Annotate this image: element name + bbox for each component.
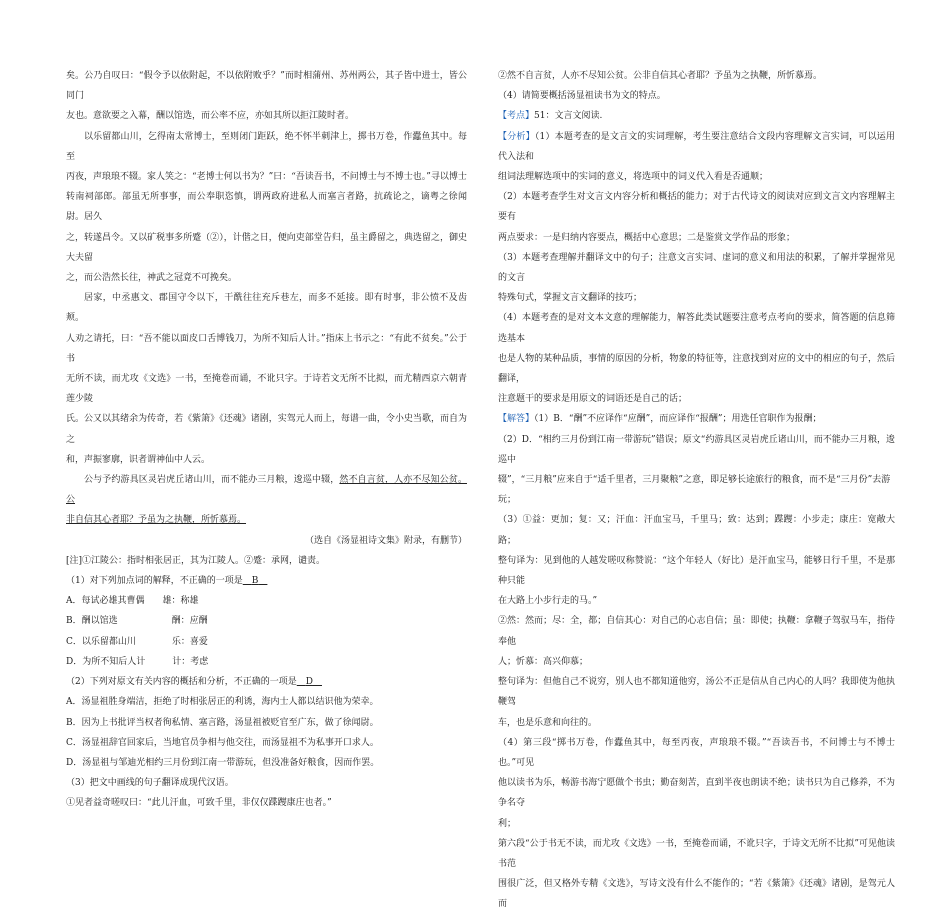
- text-line: 之，而公浩然长往，神武之冠竟不可挽矣。: [66, 273, 238, 284]
- text-line: 丙夜，声琅琅不辍。家人笑之：“老博士何以书为？”曰：“吾读吾书，不问博士与不博士也。”寻以博士: [66, 172, 467, 183]
- question-1: （1）对下列加点词的解释，不正确的一项是 B: [66, 571, 467, 591]
- analysis-line: （3）本题考查理解并翻译文中的句子；注意文言实词、虚词的意义和用法的积累，了解并掌握常见的文言: [498, 252, 895, 284]
- option: C．汤显祖辞官回家后，当地官员争相与他交往，而汤显祖不为私事开口求人。: [66, 737, 379, 748]
- answer-line: 围很广泛，但又格外专精《文选》，写诗文没有什么不能作的；“若《紫箫》《还魂》诸剧，是驾元人而: [498, 879, 895, 910]
- answer-line: （2）D．“相约三月份到江南一带游玩”错误；原文“约游具区灵岩虎丘诸山川，而不能办三月粮，逡巡中: [498, 434, 895, 465]
- analysis-line: 两点要求：一是归纳内容要点，概括中心意思；二是鉴赏文学作品的形象；: [498, 232, 796, 243]
- fenxi-tag: 【分析】: [498, 131, 535, 142]
- analysis-line: 注意题干的要求是用原文的词语还是自己的话；: [498, 394, 688, 405]
- right-column: [498, 66, 895, 915]
- kaodian-tag: 【考点】: [498, 111, 535, 122]
- text-line: 转南祠部郎。部虽无所事事，而公奉职恣慎，谓两政府进私人而塞言者路，抗疏论之，谪粤之徐闻尉。居久: [66, 192, 467, 223]
- answer-line: ②然：然而；尽：全，都；自信其心：对自己的心志自信；虽：即使；执鞭：拿鞭子驾驭马车，指侍奉他: [498, 616, 895, 647]
- analysis-line: （4）本题考查的是对文本文意的理解能力，解答此类试题要注意考点考向的要求，简答题的信息筛选基本: [498, 313, 895, 344]
- translation-item: ①见者益奇嗟叹曰：“此儿汗血，可致千里，非仅仅蹀躞康庄也者。”: [66, 798, 332, 809]
- option: D．汤显祖与邹迪光相约三月份到江南一带游玩，但没准备好粮食，因而作罢。: [66, 757, 380, 768]
- text-line: [66, 510, 467, 530]
- text-line: 和，声振寥廓，识者谓神仙中人云。: [66, 454, 211, 465]
- text-line: 以乐留都山川，乞得南太常博士，至则闭门距跃，绝不怀半刺津上，掷书万卷，作蠹鱼其中。每至: [66, 131, 467, 162]
- answer-line: 利；: [498, 818, 517, 829]
- text-line: 居家，中丞惠文、郡国守令以下，干酰往往充斥巷左，而多不延接。即有时事，非公愤不及齿颊。: [66, 293, 467, 324]
- answer-line: 第六段“公于书无不读，而尤攻《文选》一书，至掩卷而诵，不讹只字，于诗文无所不比拟”可见他读书范: [498, 838, 895, 869]
- analysis-line: 也是人物的某种品质，事情的原因的分析，物象的特征等，注意找到对应的文中的相应的句子，然后翻译，: [498, 353, 895, 385]
- option: B．酬以馆选 酬：应酬: [66, 616, 208, 627]
- answer-blank: D: [305, 677, 313, 688]
- answer-line: 在大路上小步行走的马。”: [498, 596, 598, 607]
- footnote: [注]①江陵公：指时相张居正，其为江陵人。②蹙：承网，谴责。: [66, 555, 326, 566]
- answer-line: 【解答】（1）B．“酬”不应译作“应酬”，而应译作“报酬”；用选任官职作为报酬；: [498, 414, 822, 425]
- answer-line: 整句译为：见到他的人越发嗟叹称赞说：“这个年轻人（好比）是汗血宝马，能够日行千里，不是那种只能: [498, 555, 895, 587]
- answer-line: 他以读书为乐，畅游书海宁愿做个书虫；勤奋刻苦，直到半夜也朗读不绝；读书只为自己修养，不为争名夺: [498, 778, 895, 809]
- analysis-line: （2）本题考查学生对文言文内容分析和概括的能力；对于古代诗文的阅读对应到文言文内容理解主要有: [498, 192, 895, 223]
- analysis-line: 【分析】（1）本题考查的是文言文的实词理解，考生要注意结合文段内容理解文言实词，可以运用代入法和: [498, 131, 895, 162]
- answer-line: 玩；: [498, 495, 517, 506]
- analysis-line: 特殊句式，掌握文言文翻译的技巧；: [498, 293, 643, 304]
- option: A．每试必雄其曹偶 雄：称雄: [66, 596, 199, 607]
- question-4: （4）请简要概括汤显祖读书为文的特点。: [498, 91, 666, 102]
- source-citation: （选自《汤显祖诗文集》附录，有删节）: [304, 535, 467, 546]
- text-line: 矣。公乃自叹曰：“假令予以依附起，不以依附败乎？”而时相蒲州、苏州两公，其子皆中进士，皆公同门: [66, 71, 467, 102]
- text-line: 人劝之请托，曰：“吾不能以面皮口舌博钱刀，为所不知后人计。”指床上书示之：“有此不贫矣。”公于书: [66, 333, 467, 364]
- kaodian: 【考点】51：文言文阅读.: [498, 111, 603, 122]
- question-3: （3）把文中画线的句子翻译成现代汉语。: [66, 778, 234, 789]
- jieda-tag: 【解答】: [498, 414, 535, 425]
- underlined-sentence: 非自信其心者耶？予虽为之执鞭，所忻慕焉。: [66, 515, 247, 526]
- text-line: 友也。意欲要之入幕，酬以馆选，而公率不应，亦如其所以拒江陵时者。: [66, 111, 355, 122]
- question-2: （2）下列对原文有关内容的概括和分析，不正确的一项是 D: [66, 672, 467, 692]
- option: B．因为上书批评当权者徇私情、塞言路，汤显祖被贬官至广东，做了徐闻尉。: [66, 717, 379, 728]
- underlined-sentence: 然不自言贫，人亦不尽知公贫。公: [66, 475, 467, 506]
- option: A．汤显祖胜身端洁，拒绝了时相张居正的利诱，海内士人都以结识他为荣幸。: [66, 697, 379, 708]
- left-column: [66, 66, 467, 814]
- analysis-line: 组词法理解选项中的实词的意义，将选项中的词义代入看是否通顺；: [498, 172, 769, 183]
- answer-line: （3）①益：更加；复：又；汗血：汗血宝马，千里马；致：达到；蹀躞：小步走；康庄：宽敞大路；: [498, 515, 895, 546]
- text-line: 无所不读，而尤攻《文选》一书，至掩卷而诵，不讹只字。于诗若文无所不比拟，而尤精西京六朝青莲少陵: [66, 374, 467, 405]
- answer-line: 辍”，“三月粮”应来自于“适千里者，三月聚粮”之意，即足够长途旅行的粮食，而不是“三月份”去游: [498, 475, 891, 486]
- answer-line: （4）第三段“掷书万卷，作蠹鱼其中，每至丙夜，声琅琅不辍。”“吾读吾书，不问博士与不博士也。”可见: [498, 737, 895, 768]
- answer-line: 车，也是乐意和向往的。: [498, 717, 598, 728]
- text-line: 之，转遂昌令。又以矿税事多所蹙（②），计偕之日，便向吏部堂告归，虽主爵留之，典选留之，御史大夫留: [66, 232, 467, 263]
- paragraph-5: 公与予约游具区灵岩虎丘诸山川，而不能办三月粮，逡巡中辍，然不自言贫，人亦不尽知公贫。公: [66, 475, 467, 506]
- option: C．以乐留都山川 乐：喜爱: [66, 636, 208, 647]
- option: D．为所不知后人计 计：考虑: [66, 656, 209, 667]
- answer-line: 人；忻慕：高兴仰慕；: [498, 656, 589, 667]
- text-line: 氏。公又以其绪余为传奇，若《紫箫》《还魂》诸剧，实驾元人而上，每谱一曲，令小史当歌，而自为之: [66, 414, 467, 445]
- answer-line: 整句译为：但他自己不说穷，别人也不都知道他穷，汤公不正是信从自己内心的人吗？我即使为他执鞭驾: [498, 677, 895, 708]
- translation-item: ②然不自言贫，人亦不尽知公贫。公非自信其心者耶？予虽为之执鞭，所忻慕焉。: [498, 71, 823, 81]
- answer-blank: B: [251, 576, 259, 587]
